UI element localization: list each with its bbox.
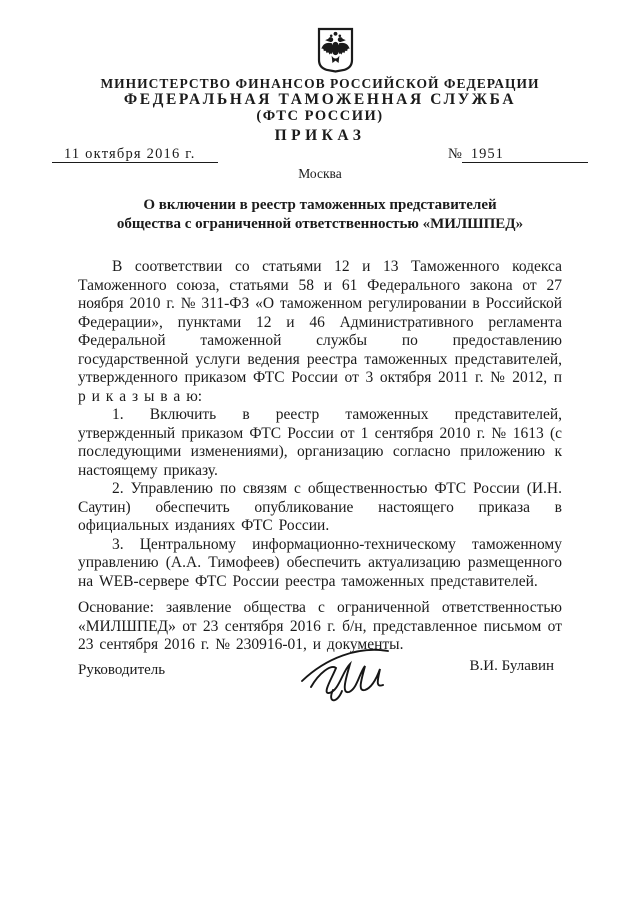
document-date: 11 октября 2016 г. xyxy=(64,146,196,162)
preamble-paragraph: В соответствии со статьями 12 и 13 Таможенного кодекса Таможенного союза, статьями 58 и 61 Федерального закона от 27 ноября 2010 г. № 311-ФЗ «О таможенном регулировании в Российской Федерации», пунктами 12 и 46 Административного регламента Федеральной таможенной службы по предоставлению государственной услуги ведения реестра таможенных представителей, утвержденного приказом ФТС России от 3 октября 2011 г. № 2012, п р и к а з ы в а ю: xyxy=(78,258,563,405)
document-number: 1951 xyxy=(462,146,588,163)
order-item-1: 1. Включить в реестр таможенных представителей, утвержденный приказом ФТС России от 1 сентября 2010 г. № 1613 (с последующими изменениями), организацию согласно приложению к настоящему приказу. xyxy=(78,406,562,479)
order-title xyxy=(0,196,640,233)
order-item-2: 2. Управлению по связям с общественностью ФТС России (И.Н. Саутин) обеспечить опубликование настоящего приказа в официальных изданиях ФТС России. xyxy=(78,480,562,534)
signatory-name: В.И. Булавин xyxy=(469,658,554,674)
document-number-field xyxy=(448,146,588,163)
city-label: Москва xyxy=(298,166,342,181)
agency-name: ФЕДЕРАЛЬНАЯ ТАМОЖЕННАЯ СЛУЖБА xyxy=(123,91,517,108)
handwritten-signature-icon xyxy=(298,636,394,706)
order-title-line2: общества с ограниченной ответственностью «МИЛШПЕД» xyxy=(116,215,524,232)
ministry-name: МИНИСТЕРСТВО ФИНАНСОВ РОССИЙСКОЙ ФЕДЕРАЦИИ xyxy=(100,76,540,91)
document-date-field xyxy=(52,146,218,163)
document-type-heading: ПРИКАЗ xyxy=(274,127,366,144)
order-title-line1: О включении в реестр таможенных представителей xyxy=(143,197,497,213)
russia-coat-of-arms-icon xyxy=(317,27,354,73)
agency-abbreviation: (ФТС РОССИИ) xyxy=(256,108,384,124)
order-body xyxy=(78,258,562,655)
order-item-3: 3. Центральному информационно-техническому таможенному управлению (А.А. Тимофеев) обеспечить актуализацию размещенного на WEB-сервере ФТС России реестра таможенных представителей. xyxy=(78,535,562,590)
number-sign: № xyxy=(448,146,462,162)
signature-block xyxy=(78,636,562,708)
basis-paragraph: Основание: заявление общества с ограниченной ответственностью «МИЛШПЕД» от 23 сентября 2016 г. б/н, представленное письмом от 23 сентября 2016 г. № 230916-01, и документы. xyxy=(78,599,562,653)
signatory-position: Руководитель xyxy=(78,662,166,678)
